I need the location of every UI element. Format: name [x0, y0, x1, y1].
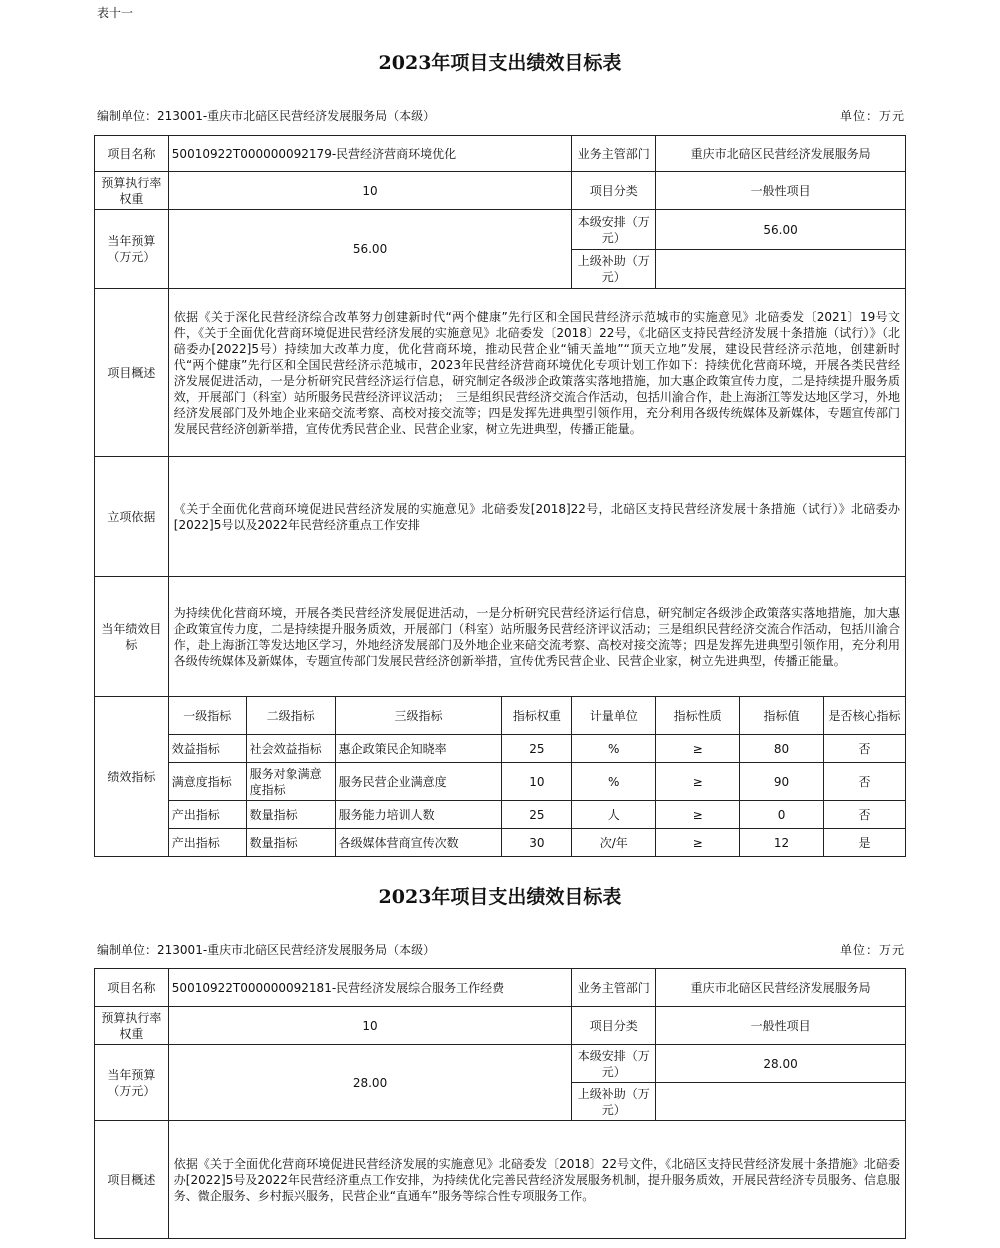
table-row	[95, 735, 906, 763]
weight-label: 预算执行率权重	[95, 172, 169, 210]
basis-label: 立项依据	[95, 457, 169, 577]
indicators-label: 绩效指标	[95, 697, 169, 857]
cell: 80	[740, 735, 824, 763]
cell: 次/年	[572, 829, 656, 857]
overview-text: 依据《关于深化民营经济综合改革努力创建新时代“两个健康”先行区和全国民营经济示范城市的实施意见》北碚委发〔2021〕19号文件，《关于全面优化营商环境促进民营经济发展的实施意见》北碚委发〔2018〕22号，《北碚区支持民营经济发展十条措施（试行）》（北碚委办[2022]5号）持续加大改革力度，优化营商环境，推动民营企业“铺天盖地”“顶天立地”发展，建设民营经济示范地，创建新时代“两个健康”先行区和全国民营经济示范城市，2023年民营经济营商环境优化专项计划工作如下：持续优化营商环境，开展各类民营经济发展促进活动，一是分析研究民营经济运行信息，研究制定各级涉企政策落实落地措施，加大惠企政策宣传力度，二是持续提升服务质效，开展部门（科室）站所服务民营经济评议活动； 三是组织民营经济交流合作活动，包括川渝合作，赴上海浙江等发达地区学习，外地经济发展部门及外地企业来碚交流考察、高校对接交流等；四是发挥先进典型引领作用，充分利用各级传统媒体及新媒体，专题宣传部门发展民营经济创新举措，宣传优秀民营企业、民营企业家，树立先进典型，传播正能量。	[168, 289, 905, 457]
cell: 各级媒体营商宣传次数	[335, 829, 502, 857]
category-value: 一般性项目	[656, 172, 906, 210]
project-name-label: 项目名称	[95, 136, 169, 172]
cell: ≥	[656, 763, 740, 801]
table-number-label: 表十一	[97, 6, 134, 20]
category-label: 项目分类	[572, 1007, 656, 1045]
cell: 25	[502, 735, 572, 763]
org-prefix: 编制单位：	[97, 943, 158, 957]
cell: 社会效益指标	[246, 735, 335, 763]
upper-subsidy-value	[656, 250, 906, 289]
cell: 25	[502, 801, 572, 829]
cell: 0	[740, 801, 824, 829]
indicator-header: 指标权重	[502, 697, 572, 735]
overview-label: 项目概述	[95, 1121, 169, 1239]
budget-value: 28.00	[168, 1045, 571, 1121]
indicator-header: 指标性质	[656, 697, 740, 735]
level-arrange-label: 本级安排（万元）	[572, 1045, 656, 1083]
cell: ≥	[656, 735, 740, 763]
cell: 90	[740, 763, 824, 801]
project-name-value: 50010922T000000092179-民营经济营商环境优化	[168, 136, 571, 172]
cell: 10	[502, 763, 572, 801]
level-arrange-value: 56.00	[656, 210, 906, 250]
category-label: 项目分类	[572, 172, 656, 210]
cell: 满意度指标	[168, 763, 246, 801]
cell: 服务民营企业满意度	[335, 763, 502, 801]
dept-value: 重庆市北碚区民营经济发展服务局	[656, 136, 906, 172]
indicator-header: 计量单位	[572, 697, 656, 735]
upper-subsidy-label: 上级补助（万元）	[572, 1083, 656, 1121]
table-row	[95, 801, 906, 829]
cell: %	[572, 763, 656, 801]
table1-title: 2023年项目支出绩效目标表	[378, 52, 622, 74]
cell: 服务对象满意度指标	[246, 763, 335, 801]
table1-meta	[97, 107, 905, 124]
table-row	[95, 829, 906, 857]
indicator-header: 指标值	[740, 697, 824, 735]
org-prefix: 编制单位：	[97, 109, 158, 123]
org-value: 213001-重庆市北碚区民营经济发展服务局（本级）	[157, 109, 436, 123]
cell: 惠企政策民企知晓率	[335, 735, 502, 763]
category-value: 一般性项目	[656, 1007, 906, 1045]
project-name-label: 项目名称	[95, 969, 169, 1007]
cell: 30	[502, 829, 572, 857]
cell: 数量指标	[246, 829, 335, 857]
org-value: 213001-重庆市北碚区民营经济发展服务局（本级）	[157, 943, 436, 957]
unit-label: 单位：万元	[839, 943, 905, 957]
indicator-header: 一级指标	[168, 697, 246, 735]
unit-label: 单位：万元	[839, 109, 905, 123]
indicator-header: 二级指标	[246, 697, 335, 735]
table2-meta	[97, 941, 905, 958]
table2-title: 2023年项目支出绩效目标表	[378, 886, 622, 908]
upper-subsidy-value	[656, 1083, 906, 1121]
cell: ≥	[656, 829, 740, 857]
cell: 服务能力培训人数	[335, 801, 502, 829]
level-arrange-value: 28.00	[656, 1045, 906, 1083]
weight-value: 10	[168, 172, 571, 210]
goal-text: 为持续优化营商环境，开展各类民营经济发展促进活动，一是分析研究民营经济运行信息，研究制定各级涉企政策落实落地措施，加大惠企政策宣传力度，二是持续提升服务质效，开展部门（科室）站所服务民营经济评议活动；三是组织民营经济交流合作活动，包括川渝合作，赴上海浙江等发达地区学习，外地经济发展部门及外地企业来碚交流考察、高校对接交流等；四是发挥先进典型引领作用，充分利用各级传统媒体及新媒体，专题宣传部门发展民营经济创新举措，宣传优秀民营企业、民营企业家，树立先进典型，传播正能量。	[168, 577, 905, 697]
cell: ≥	[656, 801, 740, 829]
weight-value: 10	[168, 1007, 571, 1045]
dept-label: 业务主管部门	[572, 136, 656, 172]
cell: 否	[824, 763, 906, 801]
overview-text: 依据《关于全面优化营商环境促进民营经济发展的实施意见》北碚委发〔2018〕22号文件，《北碚区支持民营经济发展十条措施》北碚委办[2022]5号及2022年民营经济重点工作安排，为持续优化完善民营经济发展服务机制，提升服务质效，开展民营经济专员服务、信息服务、微企服务、乡村振兴服务，民营企业“直通车”服务等综合性专项服务工作。	[168, 1121, 905, 1239]
budget-value: 56.00	[168, 210, 571, 289]
cell: 否	[824, 735, 906, 763]
dept-value: 重庆市北碚区民营经济发展服务局	[656, 969, 906, 1007]
level-arrange-label: 本级安排（万元）	[572, 210, 656, 250]
cell: 是	[824, 829, 906, 857]
basis-text: 《关于全面优化营商环境促进民营经济发展的实施意见》北碚委发[2018]22号，北碚区支持民营经济发展十条措施（试行）》北碚委办[2022]5号以及2022年民营经济重点工作安排	[168, 457, 905, 577]
dept-label: 业务主管部门	[572, 969, 656, 1007]
budget-label: 当年预算（万元）	[95, 1045, 169, 1121]
cell: 产出指标	[168, 829, 246, 857]
weight-label: 预算执行率权重	[95, 1007, 169, 1045]
budget-label: 当年预算（万元）	[95, 210, 169, 289]
indicator-header-row	[95, 697, 906, 735]
cell: 数量指标	[246, 801, 335, 829]
table-row	[95, 763, 906, 801]
cell: 人	[572, 801, 656, 829]
cell: 效益指标	[168, 735, 246, 763]
table1	[94, 135, 906, 857]
overview-label: 项目概述	[95, 289, 169, 457]
upper-subsidy-label: 上级补助（万元）	[572, 250, 656, 289]
project-name-value: 50010922T000000092181-民营经济发展综合服务工作经费	[168, 969, 571, 1007]
indicator-header: 是否核心指标	[824, 697, 906, 735]
goal-label: 当年绩效目标	[95, 577, 169, 697]
indicator-header: 三级指标	[335, 697, 502, 735]
cell: 产出指标	[168, 801, 246, 829]
table2	[94, 968, 906, 1239]
cell: 否	[824, 801, 906, 829]
cell: 12	[740, 829, 824, 857]
cell: %	[572, 735, 656, 763]
